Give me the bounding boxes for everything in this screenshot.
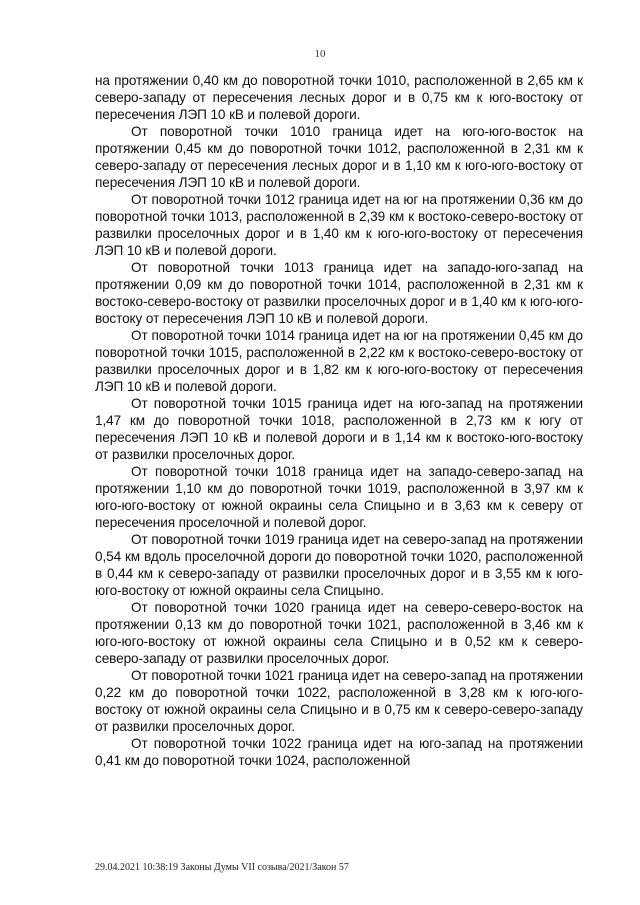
paragraph: От поворотной точки 1022 граница идет на юго-запад на протяжении 0,41 км до поворотной точки 1024, расположенной — [95, 736, 583, 768]
paragraph: От поворотной точки 1021 граница идет на северо-запад на протяжении 0,22 км до поворотной точки 1022, расположенной в 3,28 км к юго-юго-востоку от южной окраины села Спицыно и в 0,75 км к северо-северо-западу от развилки проселочных дорог. — [95, 668, 583, 734]
paragraph: на протяжении 0,40 км до поворотной точки 1010, расположенной в 2,65 км к северо-западу от пересечения лесных дорог и в 0,75 км к юго-востоку от пересечения ЛЭП 10 кВ и полевой дороги. — [95, 73, 583, 122]
paragraph: От поворотной точки 1019 граница идет на северо-запад на протяжении 0,54 км вдоль проселочной дороги до поворотной точки 1020, расположенной в 0,44 км к северо-западу от развилки проселочных дорог и в 3,55 км к юго-юго-востоку от южной окраины села Спицыно. — [95, 532, 583, 598]
document-body — [95, 72, 583, 769]
paragraph: От поворотной точки 1018 граница идет на западо-северо-запад на протяжении 1,10 км до поворотной точки 1019, расположенной в 3,97 км к юго-юго-востоку от южной окраины села Спицыно и в 3,63 км к северу от пересечения проселочной и полевой дорог. — [95, 464, 583, 530]
footer-stamp: 29.04.2021 10:38:19 Законы Думы VII созыва/2021/Закон 57 — [95, 862, 349, 873]
page-number: 10 — [314, 48, 326, 60]
paragraph: От поворотной точки 1013 граница идет на западо-юго-запад на протяжении 0,09 км до поворотной точки 1014, расположенной в 2,31 км к востоко-северо-востоку от развилки проселочных дорог и в 1,40 км к юго-юго-востоку от пересечения ЛЭП 10 кВ и полевой дороги. — [95, 260, 583, 326]
paragraph: От поворотной точки 1012 граница идет на юг на протяжении 0,36 км до поворотной точки 1013, расположенной в 2,39 км к востоко-северо-востоку от развилки проселочных дорог и в 1,40 км к юго-юго-востоку от пересечения ЛЭП 10 кВ и полевой дороги. — [95, 192, 583, 258]
paragraph: От поворотной точки 1015 граница идет на юго-запад на протяжении 1,47 км до поворотной точки 1018, расположенной в 2,73 км к югу от пересечения ЛЭП 10 кВ и полевой дороги и в 1,14 км к востоко-юго-востоку от развилки проселочных дорог. — [95, 396, 583, 462]
paragraph: От поворотной точки 1020 граница идет на северо-северо-восток на протяжении 0,13 км до поворотной точки 1021, расположенной в 3,46 км к юго-юго-востоку от южной окраины села Спицыно и в 0,52 км к северо-северо-западу от развилки проселочных дорог. — [95, 600, 583, 666]
paragraph: От поворотной точки 1014 граница идет на юг на протяжении 0,45 км до поворотной точки 1015, расположенной в 2,22 км к востоко-северо-востоку от развилки проселочных дорог и в 1,82 км к юго-юго-востоку от пересечения ЛЭП 10 кВ и полевой дороги. — [95, 328, 583, 394]
paragraph: От поворотной точки 1010 граница идет на юго-юго-восток на протяжении 0,45 км до поворотной точки 1012, расположенной в 2,31 км к северо-западу от пересечения лесных дорог и в 1,10 км к юго-юго-востоку от пересечения ЛЭП 10 кВ и полевой дороги. — [95, 124, 583, 190]
